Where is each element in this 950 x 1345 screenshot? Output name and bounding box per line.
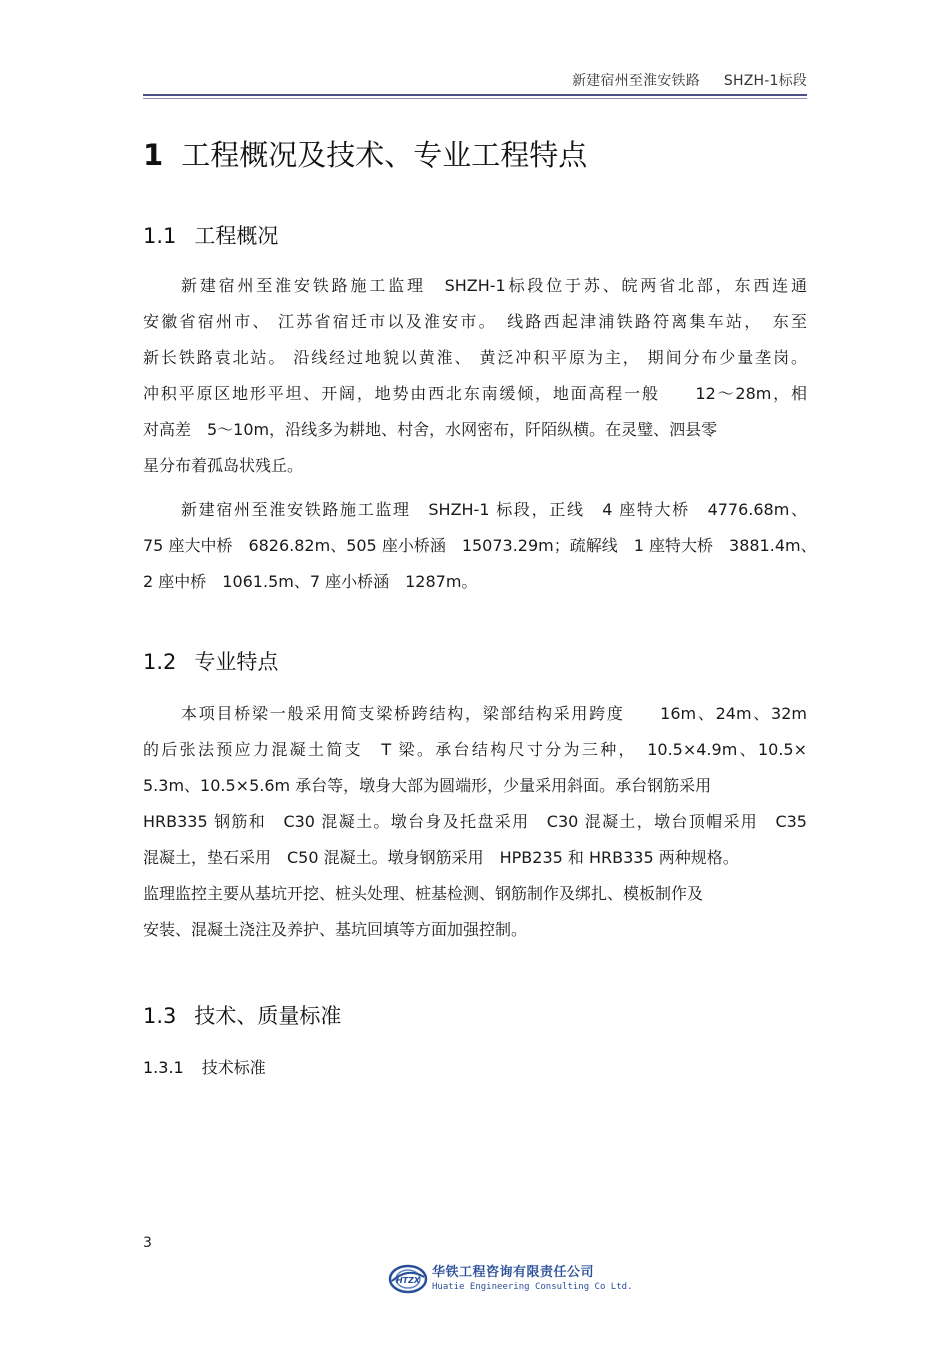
header-rule xyxy=(143,94,807,96)
header-rule-thin xyxy=(143,98,807,99)
section-heading-1-3 xyxy=(143,1000,341,1030)
company-emblem-icon xyxy=(388,1259,428,1299)
company-name-en: Huatie Engineering Consulting Co Ltd. xyxy=(432,1282,633,1292)
text-line: 2 座中桥 1061.5m、7 座小桥涵 1287m。 xyxy=(143,572,478,591)
subsection-title: 技术标准 xyxy=(201,1058,266,1077)
section-heading-1-1 xyxy=(143,220,278,250)
section-title: 专业特点 xyxy=(194,650,279,674)
section-title: 工程概况 xyxy=(194,224,279,248)
paragraph-overview-2 xyxy=(143,492,817,600)
text-line: 新建宿州至淮安铁路施工监理 SHZH-1标段位于苏、皖两省北部，东西连通 xyxy=(181,276,807,295)
section-number: 1.1 xyxy=(143,224,177,248)
text-line: 新建宿州至淮安铁路施工监理 SHZH-1 标段，正线 4 座特大桥 4776.68m、 xyxy=(181,500,807,519)
paragraph-overview-1 xyxy=(143,268,807,484)
text-line: 安装、混凝土浇注及养护、基坑回填等方面加强控制。 xyxy=(143,920,528,939)
text-line: 冲积平原区地形平坦、开阔，地势由西北东南缓倾，地面高程一般 12～28m，相 xyxy=(143,384,807,403)
company-name-cn: 华铁工程咨询有限责任公司 xyxy=(432,1265,595,1280)
running-header xyxy=(572,70,807,90)
logo-mark: HTZX xyxy=(395,1276,421,1285)
section-heading-1-2 xyxy=(143,646,278,676)
text-line: 本项目桥梁一般采用简支梁桥跨结构，梁部结构采用跨度 16m、24m、32m xyxy=(181,704,807,723)
company-logo xyxy=(388,1259,633,1301)
chapter-title: 工程概况及技术、专业工程特点 xyxy=(181,138,588,172)
text-line: 的后张法预应力混凝土简支 T 梁。承台结构尺寸分为三种， 10.5×4.9m、10.5× xyxy=(143,740,807,759)
section-number: 1.3 xyxy=(143,1004,177,1028)
text-line: 监理监控主要从基坑开挖、桩头处理、桩基检测、钢筋制作及绑扎、模板制作及 xyxy=(143,884,704,903)
text-line: 星分布着孤岛状残丘。 xyxy=(143,456,304,475)
page-number: 3 xyxy=(143,1235,152,1251)
text-line: 新长铁路袁北站。 沿线经过地貌以黄淮、 黄泛冲积平原为主， 期间分布少量垄岗。 xyxy=(143,348,807,367)
header-code: SHZH-1标段 xyxy=(723,73,807,89)
subsection-heading xyxy=(143,1055,266,1078)
section-title: 技术、质量标准 xyxy=(194,1004,342,1028)
section-number: 1.2 xyxy=(143,650,177,674)
chapter-heading xyxy=(143,133,587,174)
text-line: 对高差 5～10m，沿线多为耕地、村舍，水网密布，阡陌纵横。在灵璧、泗县零 xyxy=(143,420,718,439)
subsection-number: 1.3.1 xyxy=(143,1058,184,1077)
header-title: 新建宿州至淮安铁路 xyxy=(572,73,700,89)
text-line: 5.3m、10.5×5.6m 承台等，墩身大部为圆端形，少量采用斜面。承台钢筋采用 xyxy=(143,776,712,795)
text-line: 安徽省宿州市、 江苏省宿迁市以及淮安市。 线路西起津浦铁路符离集车站， 东至 xyxy=(143,312,807,331)
text-line: HRB335 钢筋和 C30 混凝土。墩台身及托盘采用 C30 混凝土，墩台顶帽采用 C35 xyxy=(143,812,807,831)
text-line: 75 座大中桥 6826.82m、505 座小桥涵 15073.29m；疏解线 1 座特大桥 3881.4m、 xyxy=(143,536,817,555)
paragraph-features xyxy=(143,696,807,948)
chapter-number: 1 xyxy=(143,138,164,172)
text-line: 混凝土，垫石采用 C50 混凝土。墩身钢筋采用 HPB235 和 HRB335 两种规格。 xyxy=(143,848,739,867)
